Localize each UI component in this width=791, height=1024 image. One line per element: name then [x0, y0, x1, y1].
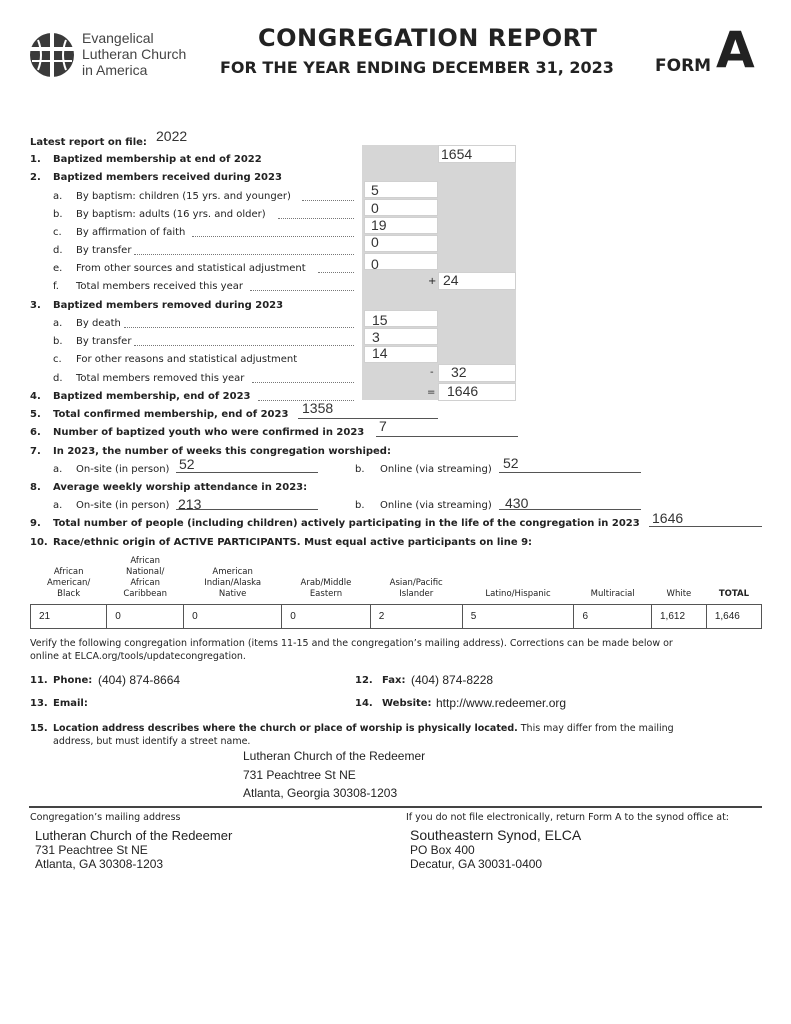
page-title: CONGREGATION REPORT: [258, 24, 598, 52]
item8a-label: On-site (in person): [76, 500, 170, 511]
item3b-value: 3: [372, 329, 380, 345]
race-cell[interactable]: 5: [462, 605, 574, 629]
item3-num: 3.: [30, 300, 41, 311]
race-header-row: [31, 556, 762, 605]
form-letter: A: [716, 21, 755, 79]
race-col-header: Arab/Middle Eastern: [300, 578, 352, 599]
item13-num: 13.: [30, 698, 48, 709]
item3d-label: Total members removed this year: [76, 373, 245, 384]
item14-num: 14.: [355, 698, 373, 709]
item2f-value: 24: [443, 272, 459, 288]
item8b-label: Online (via streaming): [380, 500, 492, 511]
item7a-label: On-site (in person): [76, 464, 170, 475]
item7-label: In 2023, the number of weeks this congregation worshiped:: [53, 446, 391, 457]
item2e-value: 0: [371, 256, 379, 272]
item2-num: 2.: [30, 172, 41, 183]
mailing-street: 731 Peachtree St NE: [35, 843, 148, 857]
item3c-value: 14: [372, 345, 388, 361]
item3a-label: By death: [76, 318, 121, 329]
item2d-value: 0: [371, 234, 379, 250]
item2d-label: By transfer: [76, 245, 132, 256]
synod-name: Southeastern Synod, ELCA: [410, 827, 582, 843]
item1-label: Baptized membership at end of 2022: [53, 154, 262, 165]
item2f-sign: +: [428, 276, 437, 287]
item3a-value: 15: [372, 312, 388, 328]
race-cell[interactable]: 0: [184, 605, 282, 629]
item2b-value: 0: [371, 200, 379, 216]
race-cell[interactable]: 0: [282, 605, 370, 629]
mailing-city: Atlanta, GA 30308-1203: [35, 857, 164, 871]
race-col-header: Latino/Hispanic: [485, 589, 551, 599]
race-value-row: [31, 605, 762, 629]
elca-logo: [28, 30, 208, 80]
race-col-header-total: TOTAL: [718, 589, 749, 599]
fax-value: (404) 874-8228: [411, 673, 494, 687]
item8-num: 8.: [30, 482, 41, 493]
race-table: [30, 556, 762, 629]
divider: [29, 806, 762, 808]
item2e-label: From other sources and statistical adjustment: [76, 263, 306, 274]
item15-label: Location address describes where the church or place of worship is physically located.: [53, 723, 518, 734]
item3d-sign: -: [430, 367, 434, 378]
race-cell-total[interactable]: 1,646: [706, 605, 761, 629]
item14-label: Website:: [382, 698, 432, 709]
item2c-value: 19: [371, 217, 387, 233]
item9-label: Total number of people (including children) actively participating in the life of the congregation in 2023: [53, 518, 640, 529]
verify-text-line2: online at ELCA.org/tools/updatecongregation.: [30, 651, 246, 662]
race-col-header: American Indian/Alaska Native: [204, 567, 262, 599]
org-name-line1: Evangelical: [82, 30, 154, 46]
item13-label: Email:: [53, 698, 88, 709]
race-cell[interactable]: 2: [370, 605, 462, 629]
race-cell[interactable]: 1,612: [651, 605, 706, 629]
website-value: http://www.redeemer.org: [436, 696, 567, 710]
race-cell[interactable]: 6: [574, 605, 652, 629]
phone-value: (404) 874-8664: [98, 673, 181, 687]
org-name-line3: in America: [82, 62, 148, 78]
item5-value[interactable]: 1358: [302, 400, 334, 416]
item3b-label: By transfer: [76, 336, 132, 347]
item2c-label: By affirmation of faith: [76, 227, 186, 238]
item15-label-line2: address, but must identify a street name.: [53, 736, 251, 747]
org-name-line2: Lutheran Church: [82, 46, 187, 62]
race-cell[interactable]: 0: [107, 605, 184, 629]
location-address-line2: 731 Peachtree St NE: [243, 768, 356, 782]
item6-value[interactable]: 7: [379, 418, 387, 434]
item15-num: 15.: [30, 723, 48, 734]
item11-label: Phone:: [53, 675, 93, 686]
form-label: FORM: [655, 56, 712, 76]
item10-label: Race/ethnic origin of ACTIVE PARTICIPANTS. Must equal active participants on line 9:: [53, 537, 533, 548]
race-col-header: African American/ Black: [46, 567, 91, 599]
item11-num: 11.: [30, 675, 48, 686]
item10-num: 10.: [30, 537, 48, 548]
item9-num: 9.: [30, 518, 41, 529]
race-col-header: Multiracial: [590, 589, 635, 599]
item7b-label: Online (via streaming): [380, 464, 492, 475]
item4-sign: =: [427, 387, 436, 398]
mailing-name: Lutheran Church of the Redeemer: [35, 828, 233, 843]
return-to-label: If you do not file electronically, return Form A to the synod office at:: [406, 812, 729, 823]
item6-num: 6.: [30, 427, 41, 438]
item15-label-rest: This may differ from the mailing: [517, 723, 674, 734]
item4-num: 4.: [30, 391, 41, 402]
item7-num: 7.: [30, 446, 41, 457]
item3d-value: 32: [451, 364, 467, 380]
item7b-value[interactable]: 52: [503, 455, 519, 471]
item8b-value[interactable]: 430: [505, 495, 529, 511]
item1-num: 1.: [30, 154, 41, 165]
item2a-value: 5: [371, 182, 379, 198]
item8a-value[interactable]: 213: [178, 496, 202, 512]
item3-label: Baptized members removed during 2023: [53, 300, 284, 311]
item7a-value[interactable]: 52: [179, 456, 195, 472]
verify-text-line1: Verify the following congregation information (items 11-15 and the congregation’s mailing address). Corrections can be made below or: [30, 638, 673, 649]
latest-report-value[interactable]: 2022: [156, 128, 188, 144]
item6-label: Number of baptized youth who were confirmed in 2023: [53, 427, 365, 438]
item2b-label: By baptism: adults (16 yrs. and older): [76, 209, 266, 220]
location-address-line3: Atlanta, Georgia 30308-1203: [243, 786, 398, 800]
page-subtitle: FOR THE YEAR ENDING DECEMBER 31, 2023: [220, 58, 614, 77]
item12-label: Fax:: [382, 675, 406, 686]
item2-label: Baptized members received during 2023: [53, 172, 282, 183]
item2a-label: By baptism: children (15 yrs. and younger): [76, 191, 291, 202]
mailing-address-label: Congregation’s mailing address: [30, 812, 181, 823]
synod-street: PO Box 400: [410, 843, 475, 857]
location-address-line1: Lutheran Church of the Redeemer: [243, 749, 426, 763]
item4-label: Baptized membership, end of 2023: [53, 391, 251, 402]
item5-label: Total confirmed membership, end of 2023: [53, 409, 289, 420]
item1-value: 1654: [441, 146, 473, 162]
item9-value[interactable]: 1646: [652, 510, 684, 526]
item8-label: Average weekly worship attendance in 2023:: [53, 482, 308, 493]
item2f-label: Total members received this year: [76, 281, 243, 292]
globe-cross-icon: [28, 30, 78, 80]
race-col-header: African National/ African Caribbean: [123, 556, 167, 599]
item3c-label: For other reasons and statistical adjustment: [76, 354, 298, 365]
item5-num: 5.: [30, 409, 41, 420]
item4-value: 1646: [447, 383, 479, 399]
race-col-header: White: [666, 589, 692, 599]
latest-report-label: Latest report on file:: [30, 137, 147, 148]
race-cell[interactable]: 21: [31, 605, 107, 629]
race-col-header: Asian/Pacific Islander: [389, 578, 443, 599]
box-3d[interactable]: [438, 364, 516, 382]
item12-num: 12.: [355, 675, 373, 686]
synod-city: Decatur, GA 30031-0400: [410, 857, 543, 871]
